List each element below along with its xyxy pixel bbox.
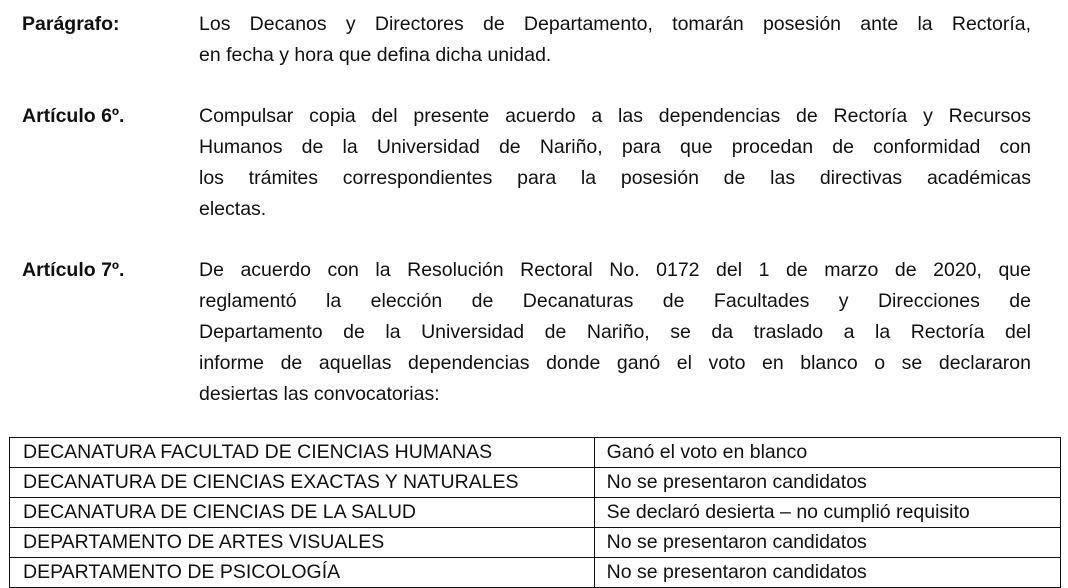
text-line: electas. — [199, 198, 267, 220]
result-cell: Ganó el voto en blanco — [594, 438, 1060, 468]
results-table — [9, 437, 1061, 588]
dependency-cell: DEPARTAMENTO DE PSICOLOGÍA — [10, 558, 595, 588]
dependency-cell: DECANATURA DE CIENCIAS DE LA SALUD — [10, 498, 595, 528]
text-line: en fecha y hora que defina dicha unidad. — [199, 44, 552, 66]
text-line: informe de aquellas dependencias donde ganó el voto en blanco o se declararon — [199, 352, 1031, 374]
result-cell: No se presentaron candidatos — [594, 558, 1060, 588]
text-line: Los Decanos y Directores de Departamento, tomarán posesión ante la Rectoría, — [199, 13, 1031, 35]
result-cell: No se presentaron candidatos — [594, 468, 1060, 498]
dependency-cell: DEPARTAMENTO DE ARTES VISUALES — [10, 528, 595, 558]
articulo-7-label: Artículo 7º. — [22, 259, 125, 281]
paragrafo-label: Parágrafo: — [22, 13, 120, 35]
table-row — [10, 528, 1061, 558]
articulo-7-text — [199, 255, 1031, 410]
dependency-cell: DECANATURA DE CIENCIAS EXACTAS Y NATURALES — [10, 468, 595, 498]
text-line: De acuerdo con la Resolución Rectoral No. 0172 del 1 de marzo de 2020, que — [199, 259, 1031, 281]
table-row — [10, 558, 1061, 588]
paragrafo-text — [199, 9, 1031, 71]
table-row — [10, 438, 1061, 468]
text-line: Compulsar copia del presente acuerdo a las dependencias de Rectoría y Recursos — [199, 105, 1031, 127]
text-line: reglamentó la elección de Decanaturas de Facultades y Direcciones de — [199, 290, 1031, 312]
table-row — [10, 468, 1061, 498]
dependency-cell: DECANATURA FACULTAD DE CIENCIAS HUMANAS — [10, 438, 595, 468]
text-line: Departamento de la Universidad de Nariño, se da traslado a la Rectoría del — [199, 321, 1031, 343]
result-cell: No se presentaron candidatos — [594, 528, 1060, 558]
articulo-6-text — [199, 101, 1031, 225]
text-line: desiertas las convocatorias: — [199, 383, 440, 405]
text-line: Humanos de la Universidad de Nariño, para que procedan de conformidad con — [199, 136, 1031, 158]
articulo-6-label: Artículo 6º. — [22, 105, 125, 127]
text-line: los trámites correspondientes para la posesión de las directivas académicas — [199, 167, 1031, 189]
result-cell: Se declaró desierta – no cumplió requisito — [594, 498, 1060, 528]
table-row — [10, 498, 1061, 528]
